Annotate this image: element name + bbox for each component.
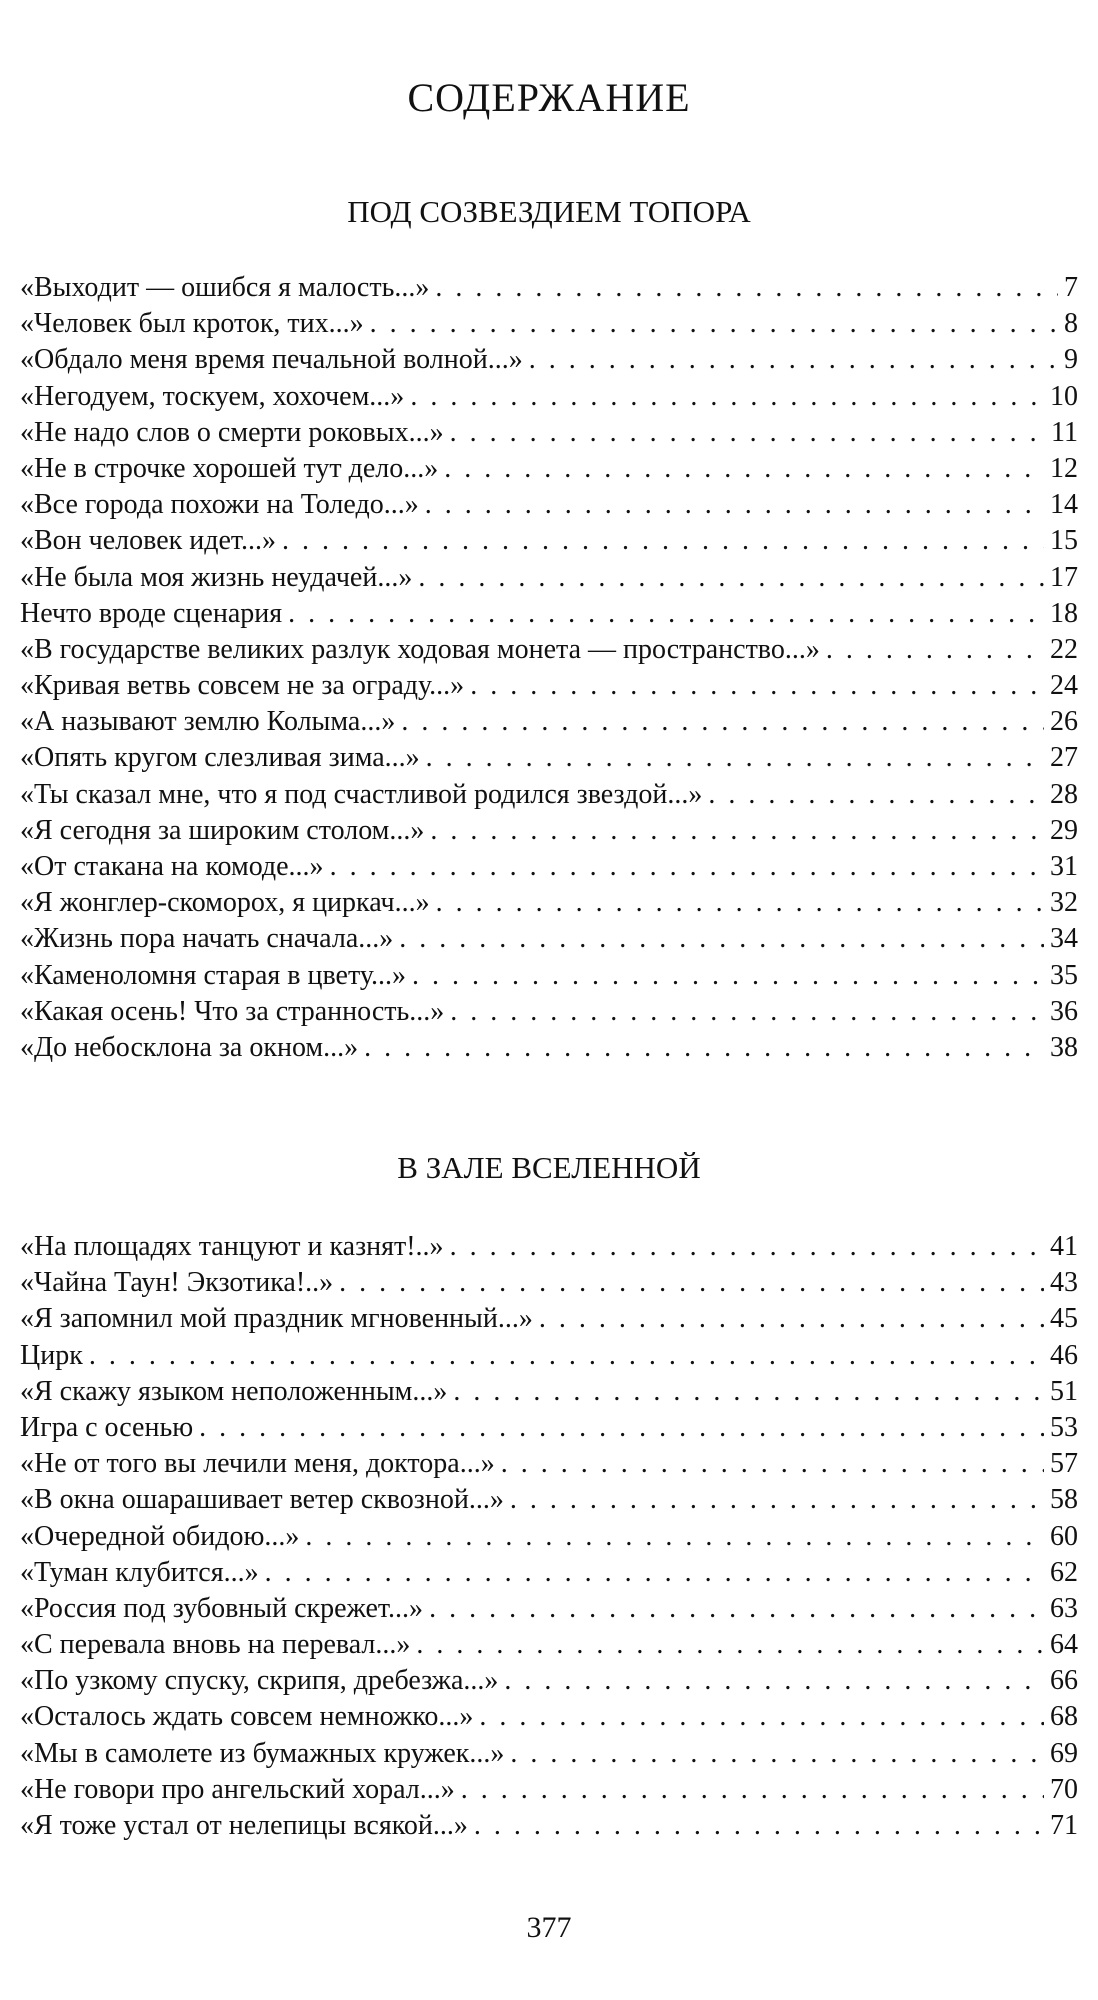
toc-entry	[20, 1446, 1078, 1482]
toc-entry	[20, 668, 1078, 704]
toc-entry	[20, 1374, 1078, 1410]
toc-entry-page: 41	[1050, 1231, 1078, 1262]
toc-entry-title: «Кривая ветвь совсем не за ограду...»	[20, 670, 465, 702]
dot-leader	[305, 1519, 1044, 1555]
toc-entry-page: 46	[1050, 1339, 1078, 1371]
toc-entry-title: «До небосклона за окном...»	[20, 1031, 359, 1063]
dot-leader	[282, 523, 1044, 559]
toc-entry-page: 36	[1050, 995, 1078, 1027]
toc-entry	[20, 487, 1078, 523]
toc-entry	[20, 1338, 1078, 1374]
toc-section-1	[20, 270, 1078, 1066]
toc-entry-title: «Я тоже устал от нелепицы всякой...»	[20, 1810, 468, 1841]
dot-leader	[401, 704, 1044, 740]
book-page	[20, 0, 1078, 2000]
dot-leader	[410, 379, 1044, 415]
dot-leader	[412, 958, 1044, 994]
page-number: 377	[526, 1911, 572, 1944]
dot-leader	[416, 1627, 1044, 1663]
dot-leader	[330, 849, 1044, 885]
toc-entry-page: 7	[1064, 272, 1078, 303]
dot-leader	[708, 777, 1044, 813]
toc-entry-page: 63	[1050, 1592, 1078, 1624]
dot-leader	[399, 921, 1044, 957]
toc-entry	[20, 1229, 1078, 1265]
dot-leader	[430, 813, 1044, 849]
toc-entry-page: 53	[1050, 1411, 1078, 1443]
dot-leader	[826, 632, 1044, 668]
toc-entry-title: «Не говори про ангельский хорал...»	[20, 1773, 455, 1805]
dot-leader	[418, 560, 1044, 596]
toc-entry-title: «Вон человек идет...»	[20, 525, 277, 557]
toc-entry-page: 10	[1050, 380, 1078, 412]
dot-leader	[450, 415, 1045, 451]
toc-entry-page: 31	[1050, 851, 1078, 882]
toc-entry-page: 22	[1050, 633, 1078, 665]
toc-entry-page: 38	[1050, 1031, 1078, 1063]
toc-entry	[20, 921, 1078, 957]
toc-entry	[20, 1772, 1078, 1808]
toc-entry-page: 45	[1050, 1303, 1078, 1335]
dot-leader	[450, 1229, 1044, 1265]
dot-leader	[539, 1301, 1044, 1337]
toc-entry-page: 69	[1050, 1737, 1078, 1769]
toc-entry	[20, 1482, 1078, 1518]
toc-entry	[20, 994, 1078, 1030]
toc-entry-title: «Я скажу языком неположенным...»	[20, 1375, 448, 1407]
toc-entry-page: 58	[1050, 1484, 1078, 1516]
toc-entry	[20, 1555, 1078, 1591]
dot-leader	[435, 270, 1058, 306]
dot-leader	[199, 1410, 1044, 1446]
toc-entry-page: 26	[1050, 706, 1078, 738]
toc-entry-title: «Все города похожи на Толедо...»	[20, 489, 419, 521]
dot-leader	[450, 994, 1044, 1030]
toc-entry	[20, 704, 1078, 740]
toc-entry	[20, 596, 1078, 632]
toc-entry-page: 17	[1050, 561, 1078, 593]
toc-entry-title: «Я сегодня за широким столом...»	[20, 814, 425, 846]
toc-entry	[20, 451, 1078, 487]
dot-leader	[426, 740, 1044, 776]
toc-entry-title: «Не была моя жизнь неудачей...»	[20, 561, 413, 593]
dot-leader	[265, 1555, 1044, 1591]
toc-entry	[20, 270, 1078, 306]
toc-entry-page: 66	[1050, 1665, 1078, 1697]
toc-entry-page: 71	[1050, 1810, 1078, 1841]
page-title: СОДЕРЖАНИЕ	[407, 75, 691, 120]
dot-leader	[364, 1030, 1044, 1066]
toc-entry-title: «Туман клубится...»	[20, 1556, 259, 1588]
dot-leader	[470, 668, 1044, 704]
toc-entry	[20, 560, 1078, 596]
toc-entry-title: «Человек был кроток, тих...»	[20, 308, 364, 340]
dot-leader	[529, 342, 1058, 378]
toc-entry-page: 51	[1050, 1375, 1078, 1407]
toc-entry-page: 11	[1051, 416, 1078, 448]
toc-entry	[20, 885, 1078, 921]
toc-entry	[20, 523, 1078, 559]
toc-entry-page: 8	[1064, 308, 1078, 340]
toc-entry-page: 43	[1050, 1267, 1078, 1299]
toc-entry	[20, 1627, 1078, 1663]
toc-entry	[20, 1301, 1078, 1337]
toc-entry-page: 9	[1064, 344, 1078, 376]
toc-entry-title: «На площадях танцуют и казнят!..»	[20, 1231, 444, 1262]
toc-entry-page: 64	[1050, 1629, 1078, 1661]
toc-entry-title: «В окна ошарашивает ветер сквозной...»	[20, 1484, 504, 1516]
toc-entry-page: 15	[1050, 525, 1078, 557]
toc-entry-title: «Негодуем, тоскуем, хохочем...»	[20, 380, 405, 412]
toc-entry	[20, 849, 1078, 885]
toc-entry-page: 18	[1050, 597, 1078, 629]
dot-leader	[510, 1482, 1044, 1518]
dot-leader	[461, 1772, 1044, 1808]
dot-leader	[453, 1374, 1044, 1410]
toc-entry-page: 57	[1050, 1448, 1078, 1480]
toc-entry	[20, 1736, 1078, 1772]
toc-entry-title: «В государстве великих разлук ходовая монета — пространство...»	[20, 633, 820, 665]
toc-entry-title: «Не в строчке хорошей тут дело...»	[20, 452, 439, 484]
toc-entry	[20, 1265, 1078, 1301]
dot-leader	[504, 1663, 1044, 1699]
toc-entry	[20, 1591, 1078, 1627]
toc-entry-title: «А называют землю Колыма...»	[20, 706, 396, 738]
toc-entry-title: Цирк	[20, 1339, 83, 1371]
toc-entry	[20, 1808, 1078, 1844]
toc-entry	[20, 1699, 1078, 1735]
toc-entry-title: Игра с осенью	[20, 1411, 194, 1443]
toc-entry-page: 34	[1050, 923, 1078, 955]
toc-entry-title: «Обдало меня время печальной волной...»	[20, 344, 523, 376]
toc-entry	[20, 1663, 1078, 1699]
toc-entry-page: 70	[1050, 1773, 1078, 1805]
toc-entry-title: «Я запомнил мой праздник мгновенный...»	[20, 1303, 533, 1335]
toc-entry-title: «Ты сказал мне, что я под счастливой родился звездой...»	[20, 778, 703, 810]
dot-leader	[501, 1446, 1044, 1482]
toc-entry-title: «Жизнь пора начать сначала...»	[20, 923, 394, 955]
toc-entry	[20, 958, 1078, 994]
section-title-1: ПОД СОЗВЕЗДИЕМ ТОПОРА	[347, 194, 751, 229]
dot-leader	[510, 1736, 1044, 1772]
toc-entry	[20, 777, 1078, 813]
dot-leader	[288, 596, 1044, 632]
toc-entry-title: «С перевала вновь на перевал...»	[20, 1629, 411, 1661]
dot-leader	[479, 1699, 1044, 1735]
dot-leader	[436, 885, 1044, 921]
toc-entry-title: «По узкому спуску, скрипя, дребезжа...»	[20, 1665, 499, 1697]
toc-section-2	[20, 1229, 1078, 1844]
toc-entry-title: «Я жонглер-скоморох, я циркач...»	[20, 887, 430, 919]
toc-entry	[20, 342, 1078, 378]
dot-leader	[474, 1808, 1044, 1844]
toc-entry	[20, 740, 1078, 776]
toc-entry-title: «Очередной обидою...»	[20, 1520, 300, 1552]
toc-entry	[20, 379, 1078, 415]
toc-entry	[20, 813, 1078, 849]
toc-entry-title: «Осталось ждать совсем немножко...»	[20, 1701, 474, 1733]
toc-entry-page: 24	[1050, 670, 1078, 702]
toc-entry-title: «От стакана на комоде...»	[20, 851, 324, 882]
toc-entry-page: 12	[1050, 452, 1078, 484]
toc-entry	[20, 1410, 1078, 1446]
toc-entry	[20, 306, 1078, 342]
toc-entry-title: «Каменоломня старая в цвету...»	[20, 959, 407, 991]
toc-entry	[20, 415, 1078, 451]
toc-entry-title: «Выходит — ошибся я малость...»	[20, 272, 430, 303]
toc-entry-page: 29	[1050, 814, 1078, 846]
toc-entry-page: 68	[1050, 1701, 1078, 1733]
toc-entry-title: «Какая осень! Что за странность...»	[20, 995, 445, 1027]
dot-leader	[444, 451, 1044, 487]
dot-leader	[425, 487, 1044, 523]
toc-entry-page: 27	[1050, 742, 1078, 774]
toc-entry-page: 62	[1050, 1556, 1078, 1588]
toc-entry-page: 14	[1050, 489, 1078, 521]
toc-entry-title: «Не надо слов о смерти роковых...»	[20, 416, 444, 448]
toc-entry-page: 60	[1050, 1520, 1078, 1552]
dot-leader	[89, 1338, 1044, 1374]
section-title-2: В ЗАЛЕ ВСЕЛЕННОЙ	[397, 1150, 701, 1185]
dot-leader	[339, 1265, 1044, 1301]
toc-entry-title: «Россия под зубовный скрежет...»	[20, 1592, 424, 1624]
toc-entry-page: 35	[1050, 959, 1078, 991]
toc-entry-page: 32	[1050, 887, 1078, 919]
dot-leader	[370, 306, 1058, 342]
toc-entry	[20, 1519, 1078, 1555]
dot-leader	[429, 1591, 1044, 1627]
toc-entry-title: «Мы в самолете из бумажных кружек...»	[20, 1737, 505, 1769]
toc-entry-title: «Не от того вы лечили меня, доктора...»	[20, 1448, 495, 1480]
toc-entry-title: «Опять кругом слезливая зима...»	[20, 742, 420, 774]
toc-entry-title: Нечто вроде сценария	[20, 597, 283, 629]
toc-entry-title: «Чайна Таун! Экзотика!..»	[20, 1267, 334, 1299]
toc-entry-page: 28	[1050, 778, 1078, 810]
toc-entry	[20, 1030, 1078, 1066]
toc-entry	[20, 632, 1078, 668]
